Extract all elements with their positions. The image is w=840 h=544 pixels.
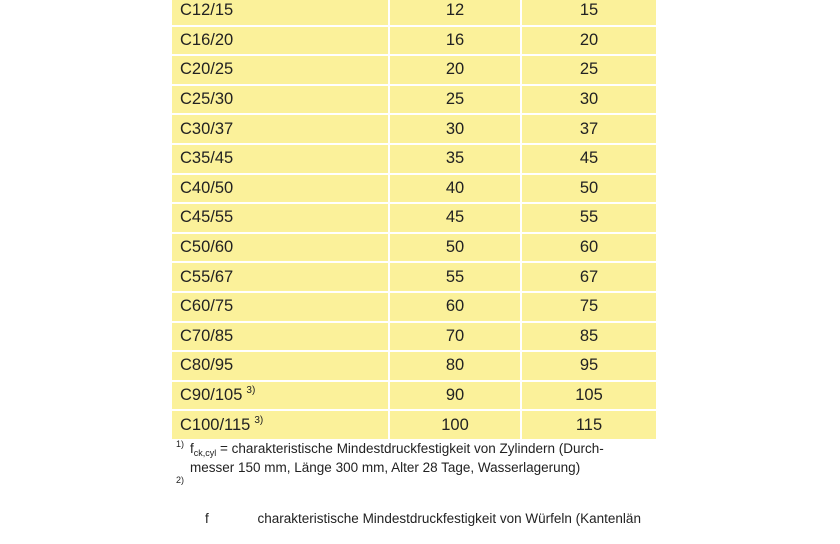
strength-class-cell (172, 0, 390, 25)
cylinder-strength-cell: 90 (390, 382, 522, 410)
table-row (172, 115, 656, 145)
strength-class-cell (172, 86, 390, 114)
cylinder-strength-cell: 16 (390, 27, 522, 55)
cube-strength-cell: 95 (579, 356, 599, 375)
table-row (172, 352, 656, 382)
cube-strength-cell: 37 (579, 119, 599, 138)
cylinder-strength-cell: 80 (390, 352, 522, 380)
strength-class-label: C20/25 (180, 60, 234, 79)
footnote-1-number: 1) (176, 439, 185, 449)
strength-class-cell (172, 145, 390, 173)
strength-class-label: C16/20 (180, 30, 234, 49)
strength-class-cell (172, 323, 390, 351)
cube-strength-cell: 45 (579, 149, 599, 168)
cube-strength-cell: 115 (575, 415, 603, 434)
strength-class-label: C30/37 (180, 119, 234, 138)
cylinder-strength-cell: 40 (390, 175, 522, 203)
footnote-2-number: 2) (176, 475, 185, 485)
footnote-1 (176, 440, 696, 459)
table-row (172, 234, 656, 264)
table-row (172, 382, 656, 412)
table-row (172, 27, 656, 57)
table-row (172, 263, 656, 293)
strength-class-label: C12/15 (180, 1, 234, 20)
strength-class-cell (172, 234, 390, 262)
strength-class-label: C25/30 (180, 90, 234, 109)
cylinder-strength-cell: 60 (390, 293, 522, 321)
table-row (172, 86, 656, 116)
strength-class-cell (172, 382, 390, 410)
cylinder-strength-cell: 55 (390, 263, 522, 291)
strength-class-cell (172, 27, 390, 55)
cylinder-strength-cell: 20 (390, 56, 522, 84)
strength-class-cell (172, 56, 390, 84)
footnote-1-continuation: messer 150 mm, Länge 300 mm, Alter 28 Tage, Wasserlagerung) (190, 460, 581, 475)
strength-class-label: C40/50 (180, 178, 234, 197)
footnote-1-text: = charakteristische Mindestdruckfestigkeit von Zylindern (Durch- (216, 441, 604, 456)
strength-class-cell (172, 411, 390, 439)
cube-strength-cell: 85 (579, 326, 599, 345)
strength-class-label: C55/67 (180, 267, 234, 286)
strength-class-label: C35/45 (180, 149, 234, 168)
cube-strength-cell: 60 (579, 238, 599, 257)
strength-class-label: C45/55 (180, 208, 234, 227)
table-row (172, 293, 656, 323)
table-row (172, 204, 656, 234)
strength-class-label: C60/75 (180, 297, 234, 316)
footnote-1-symbol: f (190, 441, 194, 456)
cylinder-strength-cell: 30 (390, 115, 522, 143)
cube-strength-cell: 30 (579, 90, 599, 109)
cylinder-strength-cell: 12 (390, 0, 522, 25)
cube-strength-cell: 25 (579, 60, 599, 79)
footnote-ref: 3) (246, 385, 256, 397)
cube-strength-cell: 75 (579, 297, 599, 316)
cube-strength-cell: 67 (579, 267, 599, 286)
cube-strength-cell: 15 (579, 1, 599, 20)
table-row (172, 175, 656, 205)
cylinder-strength-cell: 25 (390, 86, 522, 114)
cylinder-strength-cell: 70 (390, 323, 522, 351)
cylinder-strength-cell: 100 (390, 411, 522, 439)
table-row (172, 145, 656, 175)
cube-strength-cell: 50 (579, 178, 599, 197)
footnote-ref: 3) (254, 414, 264, 426)
cube-strength-cell: 105 (575, 386, 603, 405)
cube-strength-cell: 55 (579, 208, 599, 227)
footnote-2-text: f charakteristische Mindestdruckfestigkeit von Würfeln (Kantenlän (205, 511, 641, 526)
strength-class-cell (172, 293, 390, 321)
strength-class-cell (172, 115, 390, 143)
cylinder-strength-cell: 35 (390, 145, 522, 173)
strength-class-label: C70/85 (180, 326, 234, 345)
footnote-1-subscript: ck,cyl (193, 448, 217, 458)
strength-class-label: C90/105 (180, 386, 243, 405)
table-row (172, 0, 656, 27)
table-row (172, 323, 656, 353)
strength-class-label: C50/60 (180, 238, 234, 257)
strength-class-label: C80/95 (180, 356, 234, 375)
strength-class-cell (172, 175, 390, 203)
strength-class-cell (172, 204, 390, 232)
strength-class-label: C100/115 (180, 415, 251, 434)
cube-strength-cell: 20 (579, 30, 599, 49)
table-row (172, 56, 656, 86)
cylinder-strength-cell: 50 (390, 234, 522, 262)
footnote-2 (176, 476, 696, 544)
strength-class-cell (172, 352, 390, 380)
footnotes (176, 440, 696, 544)
strength-class-cell (172, 263, 390, 291)
strength-class-table (172, 0, 656, 441)
cylinder-strength-cell: 45 (390, 204, 522, 232)
table-row (172, 411, 656, 441)
